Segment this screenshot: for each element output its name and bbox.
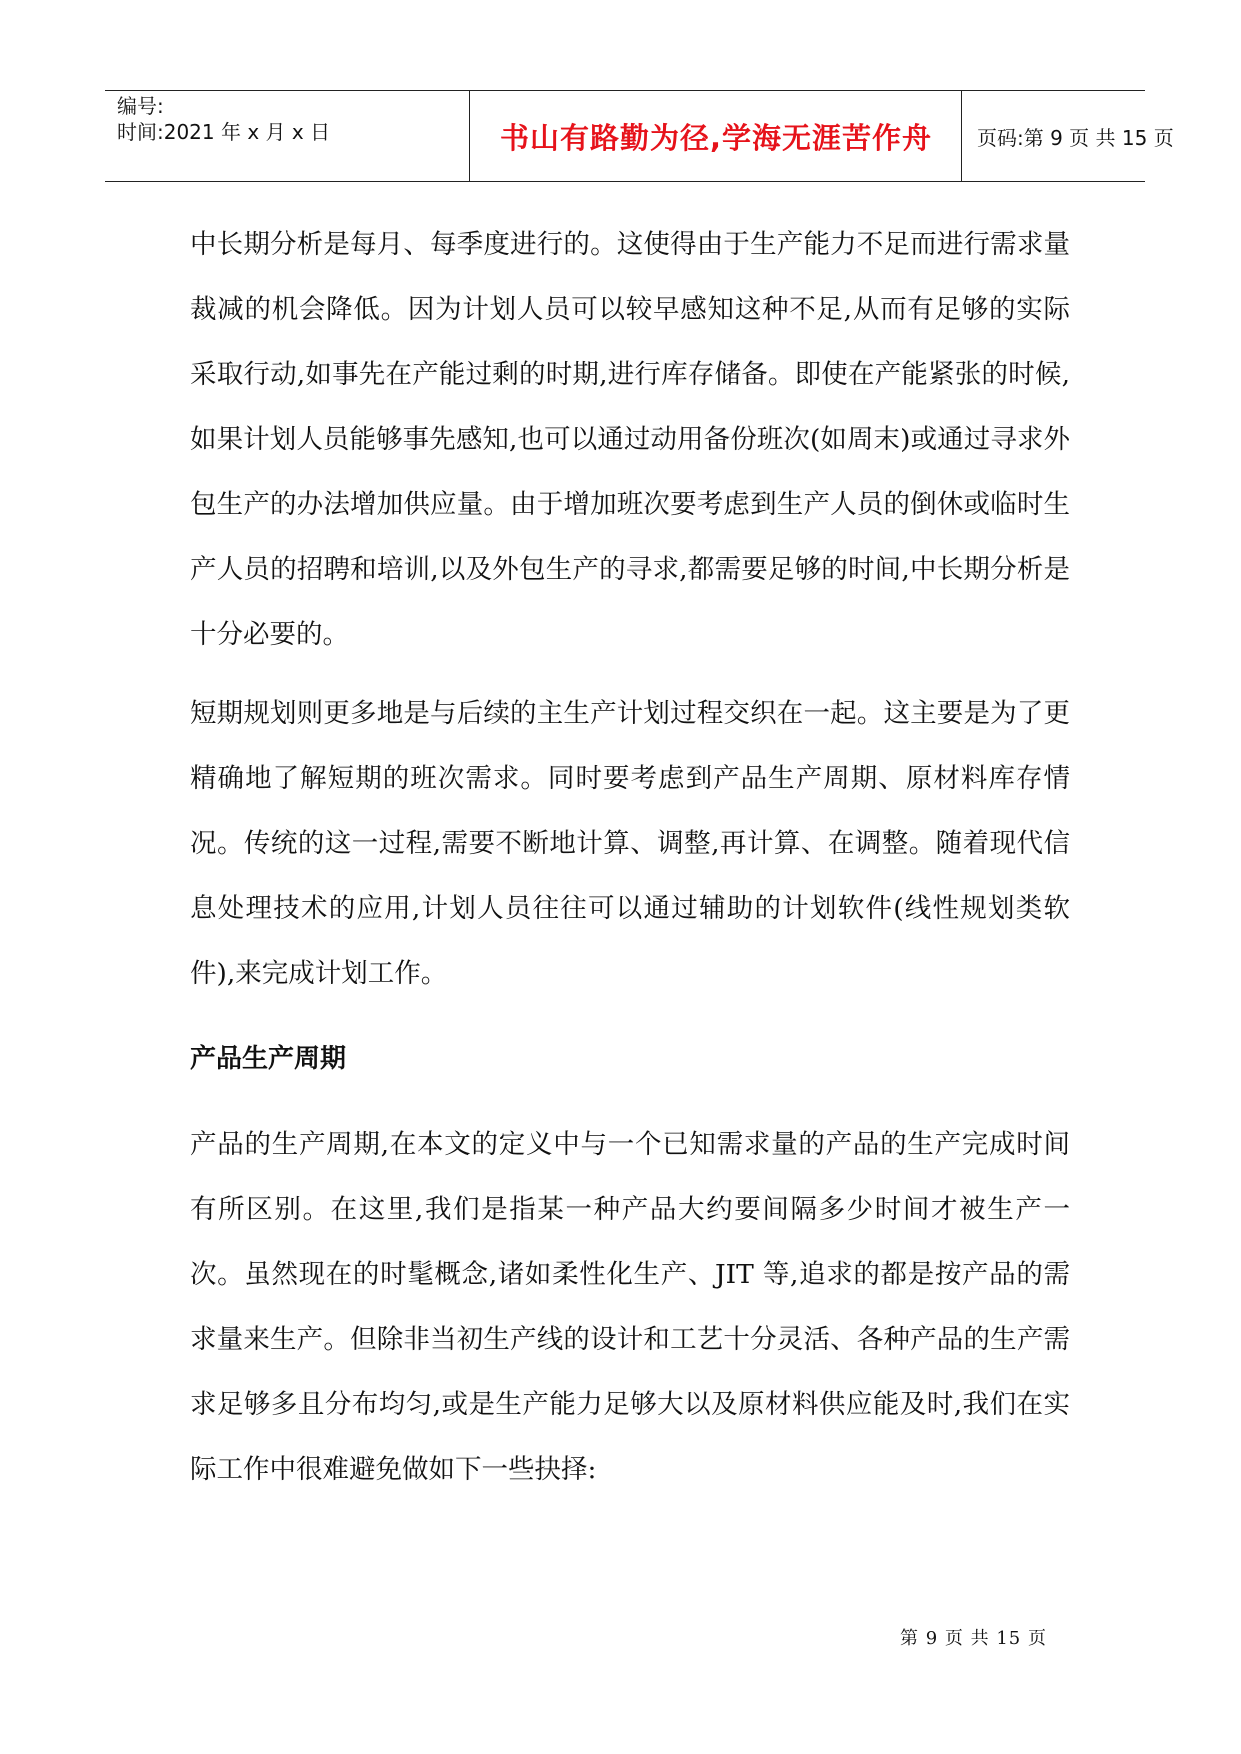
body-paragraph: 产品的生产周期,在本文的定义中与一个已知需求量的产品的生产完成时间有所区别。在这里,我们是指某一种产品大约要间隔多少时间才被生产一次。虽然现在的时髦概念,诸如柔性化生产、JIT 等,追求的都是按产品的需求量来生产。但除非当初生产线的设计和工艺十分灵活、各种产品的生产需求足够多且分布均匀,或是生产能力足够大以及原材料供应能及时,我们在实际工作中很难避免做如下一些抉择: bbox=[190, 1129, 1070, 1485]
header-motto: 书山有路勤为径,学海无涯苦作舟 bbox=[499, 120, 933, 155]
document-body bbox=[190, 212, 1070, 1502]
header-divider bbox=[961, 91, 962, 181]
section-heading: 产品生产周期 bbox=[190, 1044, 347, 1074]
header-page-info: 页码:第 9 页 共 15 页 bbox=[977, 125, 1174, 150]
header-meta bbox=[117, 91, 469, 181]
body-paragraph: 中长期分析是每月、每季度进行的。这使得由于生产能力不足而进行需求量裁减的机会降低。因为计划人员可以较早感知这种不足,从而有足够的实际采取行动,如事先在产能过剩的时期,进行库存储备。即使在产能紧张的时候,如果计划人员能够事先感知,也可以通过动用备份班次(如周末)或通过寻求外包生产的办法增加供应量。由于增加班次要考虑到生产人员的倒休或临时生产人员的招聘和培训,以及外包生产的寻求,都需要足够的时间,中长期分析是十分必要的。 bbox=[190, 229, 1070, 650]
header-number-label: 编号: bbox=[117, 94, 164, 118]
page-footer: 第 9 页 共 15 页 bbox=[900, 1628, 1047, 1649]
body-paragraph: 短期规划则更多地是与后续的主生产计划过程交织在一起。这主要是为了更精确地了解短期的班次需求。同时要考虑到产品生产周期、原材料库存情况。传统的这一过程,需要不断地计算、调整,再计算、在调整。随着现代信息处理技术的应用,计划人员往往可以通过辅助的计划软件(线性规划类软件),来完成计划工作。 bbox=[190, 698, 1070, 989]
page-header bbox=[105, 90, 1174, 182]
header-divider bbox=[469, 91, 470, 181]
header-time-label: 时间:2021 年 x 月 x 日 bbox=[117, 120, 331, 144]
